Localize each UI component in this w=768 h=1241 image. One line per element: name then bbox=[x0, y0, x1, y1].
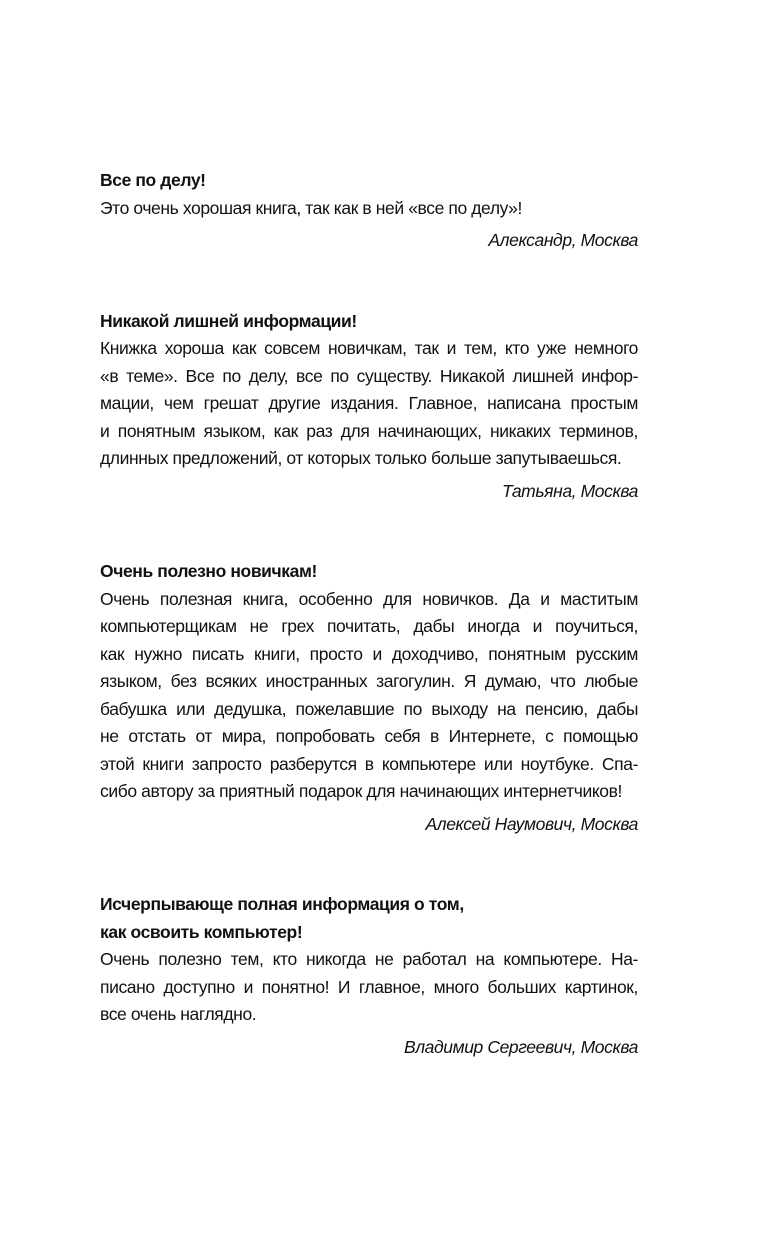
review-section-2 bbox=[100, 308, 638, 506]
review-body bbox=[100, 946, 638, 1029]
text-line: Книжка хороша как совсем новичкам, так и тем, кто уже немного bbox=[100, 338, 638, 358]
text-line: бабушка или дедушка, пожелавшие по выходу на пенсию, дабы bbox=[100, 698, 638, 719]
text-line: как освоить компьютер! bbox=[100, 921, 303, 942]
text-line: и понятным языком, как раз для начинающих, никаких терминов, bbox=[100, 420, 638, 441]
review-attribution: Владимир Сергеевич, Москва bbox=[403, 1036, 638, 1057]
text-line: Все по делу! bbox=[100, 170, 206, 190]
review-section-1 bbox=[100, 167, 638, 255]
text-line: сибо автору за приятный подарок для начинающих интернетчиков! bbox=[100, 781, 622, 801]
review-heading bbox=[100, 891, 638, 946]
review-body bbox=[100, 586, 638, 806]
review-attribution: Алексей Наумович, Москва bbox=[425, 813, 638, 834]
text-line: Никакой лишней информации! bbox=[100, 310, 357, 331]
text-line: «в теме». Все по делу, все по существу. Никакой лишней инфор- bbox=[100, 365, 638, 386]
review-section-3 bbox=[100, 558, 638, 838]
text-line: языком, без всяких иностранных загогулин. Я думаю, что любые bbox=[100, 671, 638, 691]
text-line: Это очень хорошая книга, так как в ней «все по делу»! bbox=[100, 197, 522, 218]
text-line: писано доступно и понятно! И главное, много больших картинок, bbox=[100, 976, 638, 997]
review-attribution: Татьяна, Москва bbox=[501, 480, 638, 501]
review-body bbox=[100, 195, 638, 223]
text-line: не отстать от мира, попробовать себя в Интернете, с помощью bbox=[100, 726, 638, 746]
review-heading bbox=[100, 308, 638, 336]
text-line: мации, чем грешат другие издания. Главное, написана простым bbox=[100, 393, 638, 413]
review-section-4 bbox=[100, 891, 638, 1061]
text-line: компьютерщикам не грех почитать, дабы иногда и поучиться, bbox=[100, 616, 638, 636]
review-heading bbox=[100, 558, 638, 586]
text-line: как нужно писать книги, просто и доходчиво, понятным русским bbox=[100, 643, 638, 664]
text-line: длинных предложений, от которых только больше запутываешься. bbox=[100, 448, 622, 468]
text-line: этой книги запросто разберутся в компьютере или ноутбуке. Спа- bbox=[100, 753, 638, 774]
text-line: Очень полезно новичкам! bbox=[100, 561, 317, 581]
review-attribution: Александр, Москва bbox=[488, 230, 638, 250]
text-line: Исчерпывающе полная информация о том, bbox=[100, 894, 464, 914]
text-line: Очень полезная книга, особенно для новичков. Да и маститым bbox=[100, 588, 638, 609]
text-line: все очень наглядно. bbox=[100, 1004, 257, 1024]
text-line: Очень полезно тем, кто никогда не работал на компьютере. На- bbox=[100, 949, 638, 969]
review-body bbox=[100, 335, 638, 473]
review-heading bbox=[100, 167, 638, 195]
